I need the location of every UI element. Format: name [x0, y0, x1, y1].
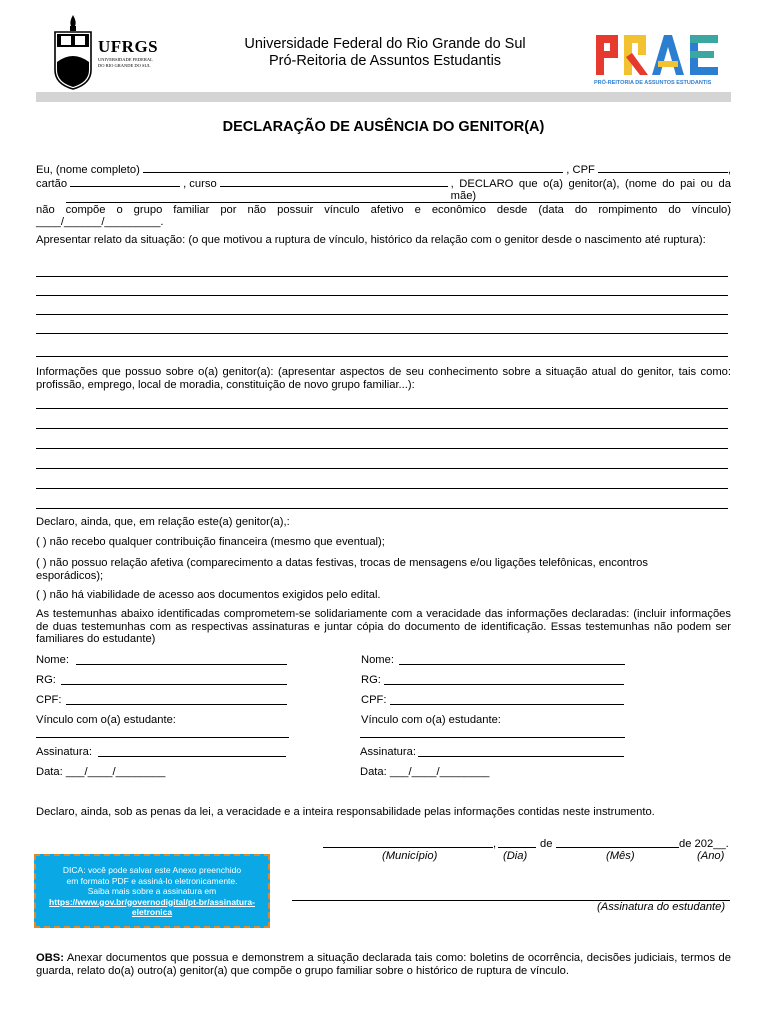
witness1-vinculo-label: Vínculo com o(a) estudante: [36, 714, 176, 726]
witness1-data-field[interactable]: ___/____/________ [65, 766, 166, 778]
ufrgs-subtext-line1: UNIVERSIDADE FEDERAL [98, 57, 153, 62]
dica-link-line2[interactable]: eletronica [131, 907, 173, 917]
relato-prompt: Apresentar relato da situação: (o que motivou a ruptura de vínculo, histórico da relação com o genitor desde o nascimento até ruptura): [36, 234, 706, 246]
cartao-field[interactable] [70, 177, 180, 187]
info-line[interactable] [36, 488, 728, 489]
institution-header [200, 36, 570, 70]
intro-curso-label: , curso [183, 177, 217, 190]
witness2-cpf-label: CPF: [361, 694, 387, 706]
option-documentos[interactable]: ( ) não há viabilidade de acesso aos documentos exigidos pelo edital. [36, 589, 381, 601]
header-divider-bar [36, 92, 731, 102]
witness2-assinatura-label: Assinatura: [360, 746, 416, 758]
intro-line1 [36, 163, 731, 177]
dica-box [34, 854, 270, 928]
prae-letters-icon [594, 33, 724, 79]
date-de1: de [540, 838, 553, 850]
witness1-data-label: Data: [36, 766, 63, 778]
witness1-cpf-label: CPF: [36, 694, 62, 706]
ufrgs-logo-text: UFRGS [98, 37, 159, 56]
witness2-nome-field[interactable] [399, 664, 625, 665]
intro-paragraph [36, 163, 731, 229]
witness2-cpf-field[interactable] [390, 704, 624, 705]
witness1-cpf-field[interactable] [66, 704, 287, 705]
prae-subtext: PRÓ-REITORIA DE ASSUNTOS ESTUDANTIS [594, 80, 712, 86]
intro-cartao-label: cartão [36, 177, 68, 190]
date-comma: , [493, 838, 497, 850]
witness2-data [360, 766, 489, 779]
dia-label: (Dia) [503, 850, 528, 862]
curso-field[interactable] [220, 177, 448, 187]
mes-field[interactable] [556, 847, 679, 848]
dica-line1: DICA: você pode salvar este Anexo preenchido [62, 865, 242, 875]
mes-label: (Mês) [606, 850, 635, 862]
witness1-assinatura-field[interactable] [98, 756, 286, 757]
witness1-data [36, 766, 165, 779]
intro-line2 [36, 177, 731, 203]
relato-line[interactable] [36, 295, 728, 296]
ufrgs-logo [52, 12, 164, 90]
relato-line[interactable] [36, 276, 728, 277]
option-afetiva[interactable]: ( ) não possuo relação afetiva (comparecimento a datas festivas, trocas de mensagens e/ou ligações telefônicas, encontros esporádicos); [36, 557, 648, 582]
info-prompt: Informações que possuo sobre o(a) genitor(a): (apresentar aspectos de seu conhecimento sobre a situação atual do genitor, tais como: profissão, emprego, local de moradia, constituição de novo grupo familiar...): [36, 366, 731, 391]
witness2-rg-field[interactable] [384, 684, 624, 685]
obs-label: OBS: [36, 952, 64, 964]
institution-line2: Pró-Reitoria de Assuntos Estudantis [268, 53, 502, 69]
relato-line[interactable] [36, 356, 728, 357]
info-line[interactable] [36, 468, 728, 469]
info-line[interactable] [36, 448, 728, 449]
info-line[interactable] [36, 408, 728, 409]
witness1-rg-field[interactable] [61, 684, 287, 685]
cpf-field[interactable] [598, 163, 728, 173]
intro-declaro-text: , DECLARO que o(a) genitor(a), (nome do pai ou da mãe) [450, 177, 731, 202]
info-line[interactable] [36, 508, 728, 509]
dia-field[interactable] [498, 847, 536, 848]
witness2-assinatura-field[interactable] [418, 756, 624, 757]
date-de2: de 202__. [679, 838, 729, 850]
relato-line[interactable] [36, 314, 728, 315]
witness-text: As testemunhas abaixo identificadas comprometem-se solidariamente com a veracidade das informações declaradas: (incluir informações de duas testemunhas com as respectivas assinaturas e juntar cópia do documento de identificação. Essas testemunhas não podem ser familiares do estudante) [36, 608, 731, 645]
relato-line[interactable] [36, 333, 728, 334]
declaro-intro: Declaro, ainda, que, em relação este(a) genitor(a),: [36, 516, 290, 528]
witness1-nome-label: Nome: [36, 654, 69, 666]
info-line[interactable] [36, 428, 728, 429]
obs-paragraph [36, 952, 731, 977]
witness2-rg-label: RG: [361, 674, 381, 686]
witness2-vinculo-label: Vínculo com o(a) estudante: [361, 714, 501, 726]
witness2-data-field[interactable]: ___/____/________ [389, 766, 490, 778]
option-financeira[interactable]: ( ) não recebo qualquer contribuição financeira (mesmo que eventual); [36, 536, 385, 548]
witness2-nome-label: Nome: [361, 654, 394, 666]
municipio-field[interactable] [323, 847, 493, 848]
full-name-field[interactable] [143, 163, 563, 173]
intro-name-label: Eu, (nome completo) [36, 164, 140, 176]
witness2-vinculo-field[interactable] [360, 737, 625, 738]
document-title: DECLARAÇÃO DE AUSÊNCIA DO GENITOR(A) [222, 119, 545, 135]
dica-link-line1[interactable]: https://www.gov.br/governodigital/pt-br/assinatura- [49, 896, 255, 907]
institution-line1: Universidade Federal do Rio Grande do Sul [244, 36, 526, 52]
ano-label: (Ano) [697, 850, 725, 862]
intro-comma: , [727, 164, 731, 176]
municipio-label: (Município) [382, 850, 438, 862]
witness1-vinculo-field[interactable] [36, 737, 289, 738]
dica-line3: Saiba mais sobre a assinatura em [87, 886, 217, 896]
dica-line2: em formato PDF e assiná-lo eletronicamente. [66, 875, 238, 886]
ufrgs-subtext-line2: DO RIO GRANDE DO SUL [98, 62, 151, 68]
intro-cpf-label: , CPF [566, 164, 595, 176]
rompimento-date-field[interactable]: ____/______/_________. [36, 216, 164, 228]
ufrgs-subtext [98, 57, 168, 68]
prae-logo [594, 33, 724, 89]
witness1-assinatura-label: Assinatura: [36, 746, 92, 758]
witness1-rg-label: RG: [36, 674, 56, 686]
obs-text: Anexar documentos que possua e demonstrem a situação declarada tais como: boletins de ocorrência, decisões judiciais, termos de guarda, relato do(a) outro(a) genitor(a) que compõe o grupo familiar sobre o histórico de ruptura de vínculo. [36, 952, 731, 977]
student-signature-label: (Assinatura do estudante) [597, 901, 726, 913]
witness1-nome-field[interactable] [76, 664, 287, 665]
intro-rompimento-text: não compõe o grupo familiar por não possuir vínculo afetivo e econômico desde (data do rompimento do vínculo) [36, 203, 731, 216]
final-declaration: Declaro, ainda, sob as penas da lei, a veracidade e a inteira responsabilidade pelas informações contidas neste instrumento. [36, 806, 655, 818]
witness2-data-label: Data: [360, 766, 387, 778]
